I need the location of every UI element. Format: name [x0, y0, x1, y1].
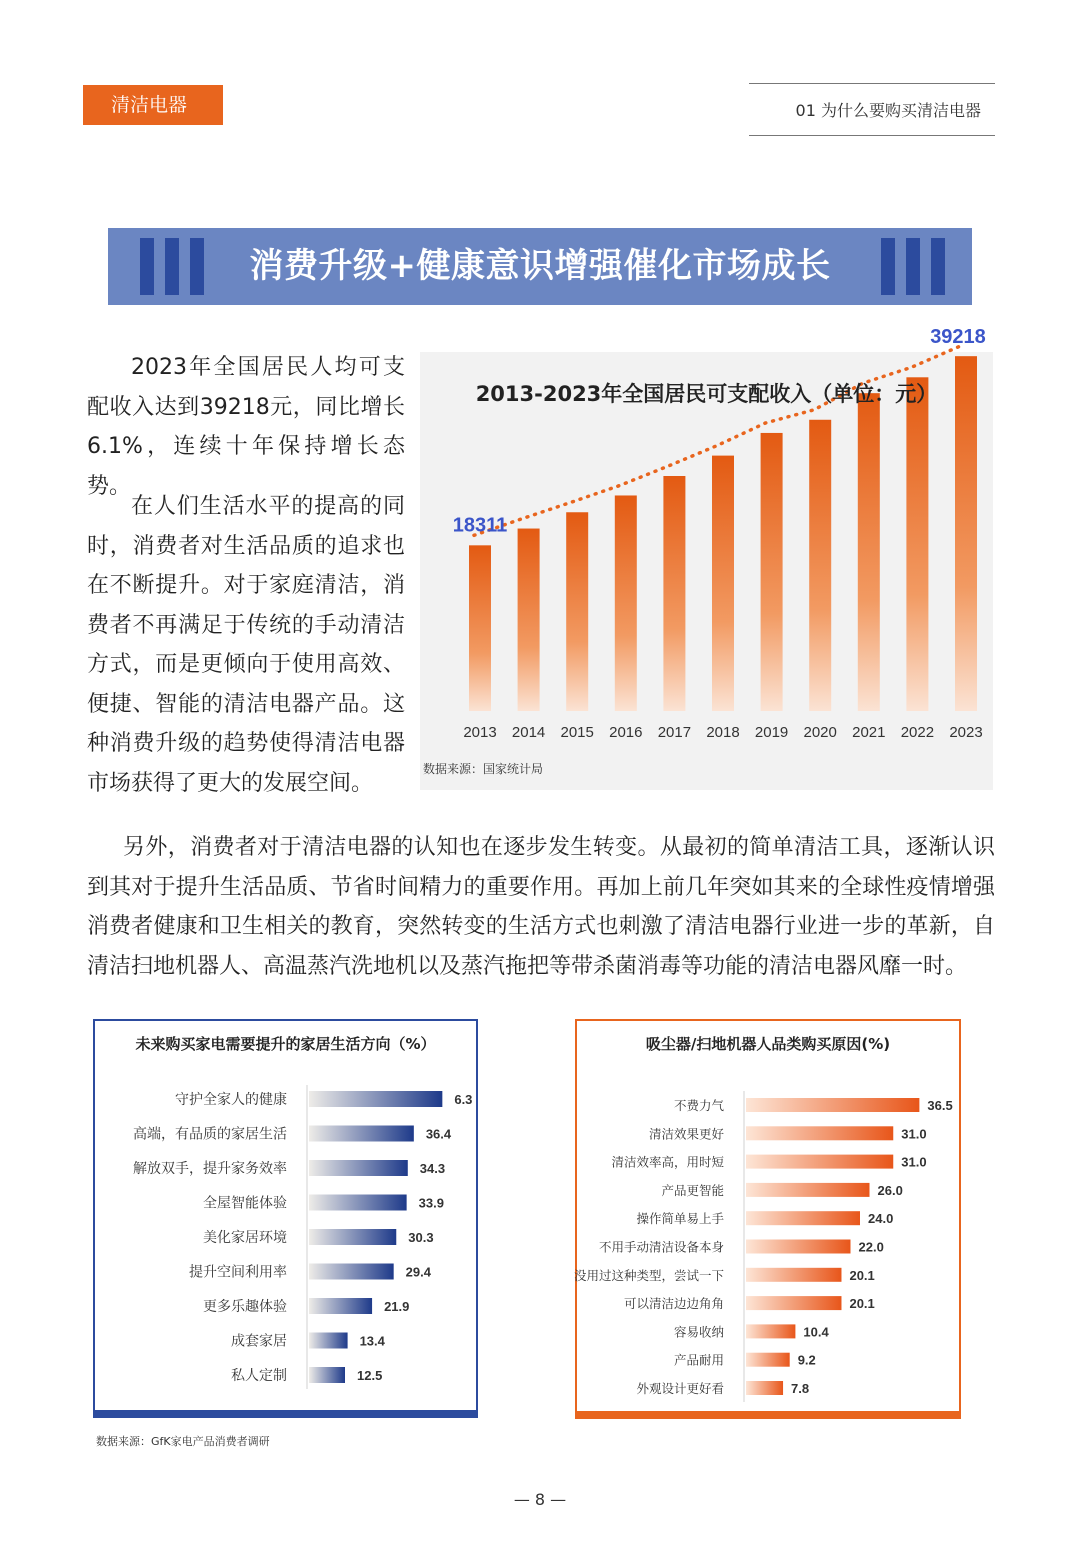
bar-category-label: 没用过这种类型，尝试一下 [573, 1267, 724, 1283]
bar [309, 1298, 372, 1314]
bar [309, 1229, 396, 1245]
home-life-chart-plot [95, 1021, 476, 1410]
income-bar [469, 545, 491, 711]
income-year-label: 2021 [852, 724, 886, 741]
income-bar [858, 393, 880, 711]
paragraph-awareness: 另外，消费者对于清洁电器的认知也在逐步发生转变。从最初的简单清洁工具，逐渐认识到其对于提升生活品质、节省时间精力的重要作用。再加上前几年突如其来的全球性疫情增强消费者健康和卫生相关的教育，突然转变的生活方式也刺激了清洁电器行业进一步的革新，自清洁扫地机器人、高温蒸汽洗地机以及蒸汽拖把等带杀菌消毒等功能的清洁电器风靡一时。 [87, 835, 995, 979]
banner-title: 消费升级+健康意识增强催化市场成长 [249, 246, 831, 286]
bar-category-label: 清洁效果更好 [648, 1126, 724, 1142]
income-year-label: 2023 [949, 724, 983, 741]
bar-value-label: 20.1 [849, 1267, 875, 1283]
bar-value-label: 21.9 [384, 1299, 410, 1314]
bar-category-label: 容易收纳 [673, 1324, 724, 1340]
bar [746, 1324, 795, 1338]
bar-category-label: 外观设计更好看 [636, 1381, 724, 1396]
bar-value-label: 36.4 [425, 1126, 452, 1142]
bar [309, 1126, 414, 1142]
income-bar [518, 529, 540, 711]
bar-value-label: 20.1 [849, 1296, 875, 1312]
income-year-label: 2013 [463, 724, 497, 741]
paragraph-income: 2023年全国居民人均可支配收入达到39218元，同比增长6.1%，连续十年保持增长态势。 [87, 355, 405, 499]
bar [309, 1367, 345, 1383]
bar [746, 1240, 851, 1254]
bar-category-label: 不费力气 [673, 1098, 724, 1113]
purchase-reason-chart-title: 吸尘器/扫地机器人品类购买原因(%) [645, 1035, 891, 1053]
bar [746, 1155, 893, 1169]
bar-value-label: 29.4 [405, 1264, 431, 1280]
bar-value-label: 24.0 [868, 1211, 894, 1227]
paragraph-consumption: 在人们生活水平的提高的同时，消费者对生活品质的追求也在不断提升。对于家庭清洁，消费者不再满足于传统的手动清洁方式，而是更倾向于使用高效、便捷、智能的清洁电器产品。这种消费升级的趋势使得清洁电器市场获得了更大的发展空间。 [87, 494, 405, 796]
bar [746, 1183, 870, 1197]
income-year-label: 2020 [803, 724, 837, 741]
bar [746, 1268, 841, 1282]
bar-value-label: 10.4 [803, 1324, 829, 1340]
bar-category-label: 解放双手，提升家务效率 [133, 1161, 287, 1177]
bar [309, 1264, 394, 1280]
title-banner [108, 228, 972, 305]
income-bar [809, 420, 831, 711]
bar [309, 1160, 408, 1176]
bar-value-label: 7.8 [791, 1381, 810, 1396]
bar-category-label: 提升空间利用率 [189, 1264, 287, 1281]
bar-value-label: 34.3 [419, 1161, 446, 1176]
bar-value-label: 30.3 [408, 1230, 434, 1245]
bar-category-label: 操作简单易上手 [636, 1211, 724, 1227]
bar-value-label: 13.4 [359, 1333, 385, 1349]
bar [309, 1333, 348, 1349]
income-chart [420, 326, 993, 790]
income-bar [615, 495, 637, 711]
bar-value-label: 26.0 [877, 1182, 903, 1198]
bar [746, 1126, 893, 1140]
bar-category-label: 高端，有品质的家居生活 [133, 1126, 287, 1143]
bar [746, 1211, 860, 1225]
bar-value-label: 6.3 [454, 1092, 473, 1107]
bar-category-label: 产品耐用 [673, 1352, 724, 1368]
bar-category-label: 全屋智能体验 [203, 1195, 287, 1212]
bar-category-label: 产品更智能 [661, 1182, 724, 1198]
home-life-chart-title: 未来购买家电需要提升的家居生活方向（%） [135, 1035, 436, 1053]
bar-category-label: 不用手动清洁设备本身 [598, 1239, 724, 1255]
bar-category-label: 成套家居 [231, 1333, 287, 1350]
bar-category-label: 更多乐趣体验 [203, 1299, 287, 1315]
income-bar [566, 512, 588, 711]
income-first-label: 18311 [452, 514, 508, 537]
bar-value-label: 22.0 [858, 1239, 884, 1255]
page-number: — 8 — [513, 1490, 567, 1509]
bar-value-label: 36.5 [927, 1098, 953, 1113]
bar-category-label: 清洁效率高，用时短 [611, 1154, 724, 1170]
bar-category-label: 守护全家人的健康 [175, 1092, 287, 1108]
survey-source: 数据来源：GfK家电产品消费者调研 [96, 1435, 270, 1448]
bar-value-label: 31.0 [901, 1126, 927, 1142]
bar [746, 1381, 783, 1395]
income-bar [712, 456, 734, 711]
income-bar [906, 377, 928, 711]
bar [746, 1353, 790, 1367]
bar-category-label: 美化家居环境 [203, 1230, 287, 1246]
purchase-reason-chart-plot [573, 1021, 959, 1411]
bar-value-label: 9.2 [797, 1352, 816, 1368]
income-year-label: 2019 [754, 724, 789, 741]
bar [309, 1195, 407, 1211]
bar-value-label: 33.9 [418, 1195, 444, 1211]
income-year-label: 2014 [511, 724, 546, 741]
bar-category-label: 可以清洁边边角角 [623, 1296, 724, 1312]
bar-category-label: 私人定制 [231, 1368, 287, 1384]
chapter-title: 01 为什么要购买清洁电器 [749, 83, 995, 136]
income-year-label: 2015 [560, 724, 594, 741]
income-chart-plot [420, 326, 993, 790]
income-bar [761, 433, 783, 711]
income-last-label: 39218 [930, 326, 986, 349]
income-year-label: 2018 [706, 724, 740, 741]
bar [746, 1296, 841, 1310]
income-year-label: 2016 [609, 724, 643, 741]
home-life-direction-chart [93, 1019, 478, 1418]
income-bar [663, 476, 685, 711]
section-tag: 清洁电器 [83, 85, 223, 125]
bar [309, 1091, 442, 1107]
income-chart-title: 2013-2023年全国居民可支配收入（单位：元） [475, 382, 938, 406]
bar [746, 1098, 919, 1112]
stripes-right-icon [881, 238, 945, 295]
income-bar [955, 356, 977, 711]
income-year-label: 2017 [657, 724, 692, 741]
income-year-label: 2022 [900, 724, 935, 741]
bar-value-label: 31.0 [901, 1154, 927, 1170]
income-chart-source: 数据来源：国家统计局 [423, 762, 544, 776]
purchase-reason-chart [575, 1019, 961, 1419]
bar-value-label: 12.5 [357, 1368, 383, 1383]
